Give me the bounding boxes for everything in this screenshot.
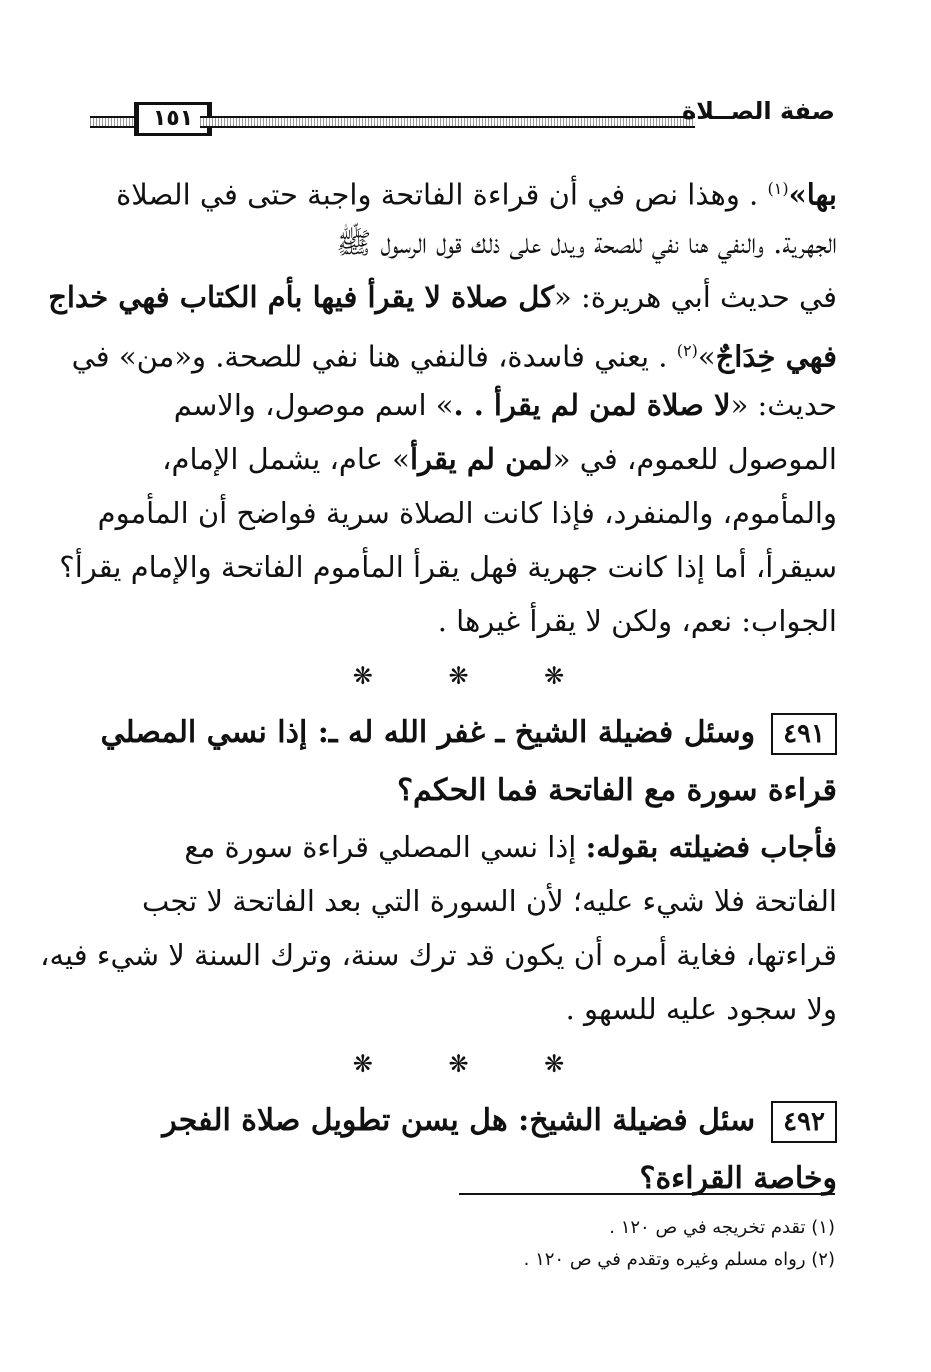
hadith-quote: كل صلاة لا يقرأ فيها بأم الكتاب فهي خداج <box>48 280 555 314</box>
line-text: . وهذا نص في أن قراءة الفاتحة واجبة حتى في الصلاة <box>116 177 768 212</box>
line-text: الفاتحة فلا شيء عليه؛ لأن السورة التي بعد الفاتحة لا تجب <box>141 884 837 918</box>
hadith-quote: لا صلاة لمن لم يقرأ . . <box>453 388 731 422</box>
text-line <box>80 378 837 432</box>
hadith-quote: لمن لم يقرأ <box>409 442 553 476</box>
line-text: قراءتها، فغاية أمره أن يكون قد ترك سنة، وترك السنة لا شيء فيه، <box>40 938 837 972</box>
question-number: ٤٩٢ <box>771 1101 837 1143</box>
line-text: حديث: « <box>730 388 837 422</box>
text-line <box>48 270 837 324</box>
question-text: سئل فضيلة الشيخ: هل يسن تطويل صلاة الفجر <box>162 1103 756 1138</box>
footnote-ref: (٢) <box>676 341 698 360</box>
main-text <box>40 162 837 1208</box>
footnote-1: (١) تقدم تخريجه في ص ١٢٠ . <box>609 1217 835 1238</box>
question-491-cont <box>80 762 837 820</box>
bold-fragment: بها» <box>788 177 837 212</box>
answer-lead: فأجاب فضيلته بقوله: <box>585 830 837 864</box>
running-title: صفة الصــلاة <box>681 97 835 125</box>
page-number: ١٥١ <box>134 102 212 136</box>
line-text: » اسم موصول، والاسم <box>173 388 454 422</box>
question-text: وسئل فضيلة الشيخ ـ غفر الله له ـ: إذا نسي المصلي <box>100 715 756 750</box>
line-text: الجواب: نعم، ولكن لا يقرأ غيرها . <box>437 604 837 638</box>
question-text: وخاصة القراءة؟ <box>639 1161 837 1196</box>
line-text: إذا نسي المصلي قراءة سورة مع <box>184 830 586 864</box>
question-text: قراءة سورة مع الفاتحة فما الحكم؟ <box>397 773 837 808</box>
question-492-cont <box>80 1150 837 1208</box>
line-text: ولا سجود عليه للسهو . <box>565 992 837 1026</box>
text-line <box>71 324 837 378</box>
text-line <box>80 486 837 540</box>
line-text: » عام، يشمل الإمام، <box>162 442 410 476</box>
line-text: سيقرأ، أما إذا كانت جهرية فهل يقرأ المأموم الفاتحة والإمام يقرأ؟ <box>59 550 837 584</box>
footnote-ref: (١) <box>767 179 789 198</box>
line-text: والمأموم، والمنفرد، فإذا كانت الصلاة سرية فواضح أن المأموم <box>97 496 837 530</box>
text-line <box>80 432 837 486</box>
section-separator: ❋ ❋ ❋ <box>352 1050 599 1078</box>
footnote-2: (٢) رواه مسلم وغيره وتقدم في ص ١٢٠ . <box>523 1249 835 1270</box>
footnotes <box>95 1212 835 1276</box>
hadith-quote: فهي خِدَاجٌ <box>715 339 837 374</box>
section-separator: ❋ ❋ ❋ <box>352 662 599 690</box>
footnote-rule <box>459 1193 835 1195</box>
line-text: في حديث أبي هريرة: « <box>554 280 837 314</box>
line-text: . يعني فاسدة، فالنفي هنا نفي للصحة. و«من» في <box>71 339 677 374</box>
text-line <box>80 216 837 270</box>
answer-line <box>80 820 837 874</box>
line-text: الجهرية. والنفي هنا نفي للصحة ويدل على ذلك قول الرسول ﷺ <box>336 226 837 260</box>
text-line <box>80 162 837 216</box>
quote-mark: » <box>697 339 716 374</box>
question-491 <box>80 704 837 762</box>
header-rule <box>200 116 695 128</box>
answer-line <box>80 874 837 928</box>
running-header <box>90 96 835 136</box>
question-number: ٤٩١ <box>771 713 837 755</box>
text-line <box>80 594 837 648</box>
answer-line <box>40 928 837 982</box>
text-line <box>59 540 837 594</box>
line-text: الموصول للعموم، في « <box>552 442 837 476</box>
answer-line <box>80 982 837 1036</box>
question-492 <box>80 1092 837 1150</box>
header-rule-left <box>90 116 136 128</box>
